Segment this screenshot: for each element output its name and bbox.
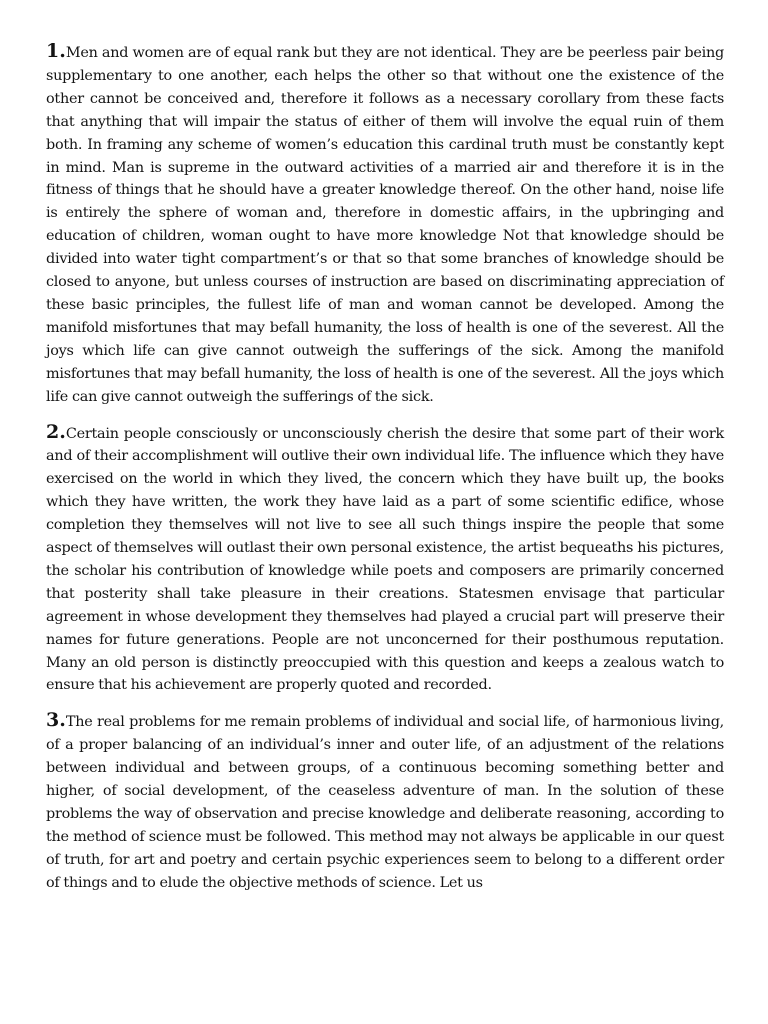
document-page (46, 40, 724, 907)
paragraph-2 (46, 421, 724, 698)
paragraph-text: Men and women are of equal rank but they are not identical. They are be peerless pair being supplementary to one another, each helps the other so that without one the existence of the other cannot be conceived and, therefore it follows as a necessary corollary from these facts that anything that will impair the status of either of them will involve the equal ruin of them both. In framing any scheme of women’s education this cardinal truth must be constantly kept in mind. Man is supreme in the outward activities of a married air and therefore it is in the fitness of things that he should have a greater knowledge thereof. On the other hand, noise life is entirely the sphere of woman and, therefore in domestic affairs, in the upbringing and education of children, woman ought to have more knowledge Not that knowledge should be divided into water tight compartment’s or that so that some branches of knowledge should be closed to anyone, but unless courses of instruction are based on discriminating appreciation of these basic principles, the fullest life of man and woman cannot be developed. Among the manifold misfortunes that may befall humanity, the loss of health is one of the severest. All the joys which life can give cannot outweigh the sufferings of the sick. Among the manifold misfortunes that may befall humanity, the loss of health is one of the severest. All the joys which life can give cannot outweigh the sufferings of the sick. (46, 45, 724, 405)
paragraph-text: Certain people consciously or unconsciously cherish the desire that some part of their work and of their accomplishment will outlive their own individual life. The influence which they have exercised on the world in which they lived, the concern which they have built up, the books which they have written, the work they have laid as a part of some scientific edifice, whose completion they themselves will not live to see all such things inspire the people that some aspect of themselves will outlast their own personal existence, the artist bequeaths his pictures, the scholar his contribution of knowledge while poets and composers are primarily concerned that posterity shall take pleasure in their creations. Statesmen envisage that particular agreement in whose development they themselves had played a crucial part will preserve their names for future generations. People are not unconcerned for their posthumous reputation. Many an old person is distinctly preoccupied with this question and keeps a zealous watch to ensure that his achievement are properly quoted and recorded. (46, 425, 724, 694)
paragraph-number: 3. (46, 709, 66, 732)
paragraph-1 (46, 40, 724, 409)
paragraph-text: The real problems for me remain problems of individual and social life, of harmonious living, of a proper balancing of an individual’s inner and outer life, of an adjustment of the relations between individual and between groups, of a continuous becoming something better and higher, of social development, of the ceaseless adventure of man. In the solution of these problems the way of observation and precise knowledge and deliberate reasoning, according to the method of science must be followed. This method may not always be applicable in our quest of truth, for art and poetry and certain psychic experiences seem to belong to a different order of things and to elude the objective methods of science. Let us (46, 714, 724, 891)
paragraph-number: 2. (46, 420, 66, 443)
paragraph-3 (46, 709, 724, 894)
paragraph-number: 1. (46, 40, 66, 62)
